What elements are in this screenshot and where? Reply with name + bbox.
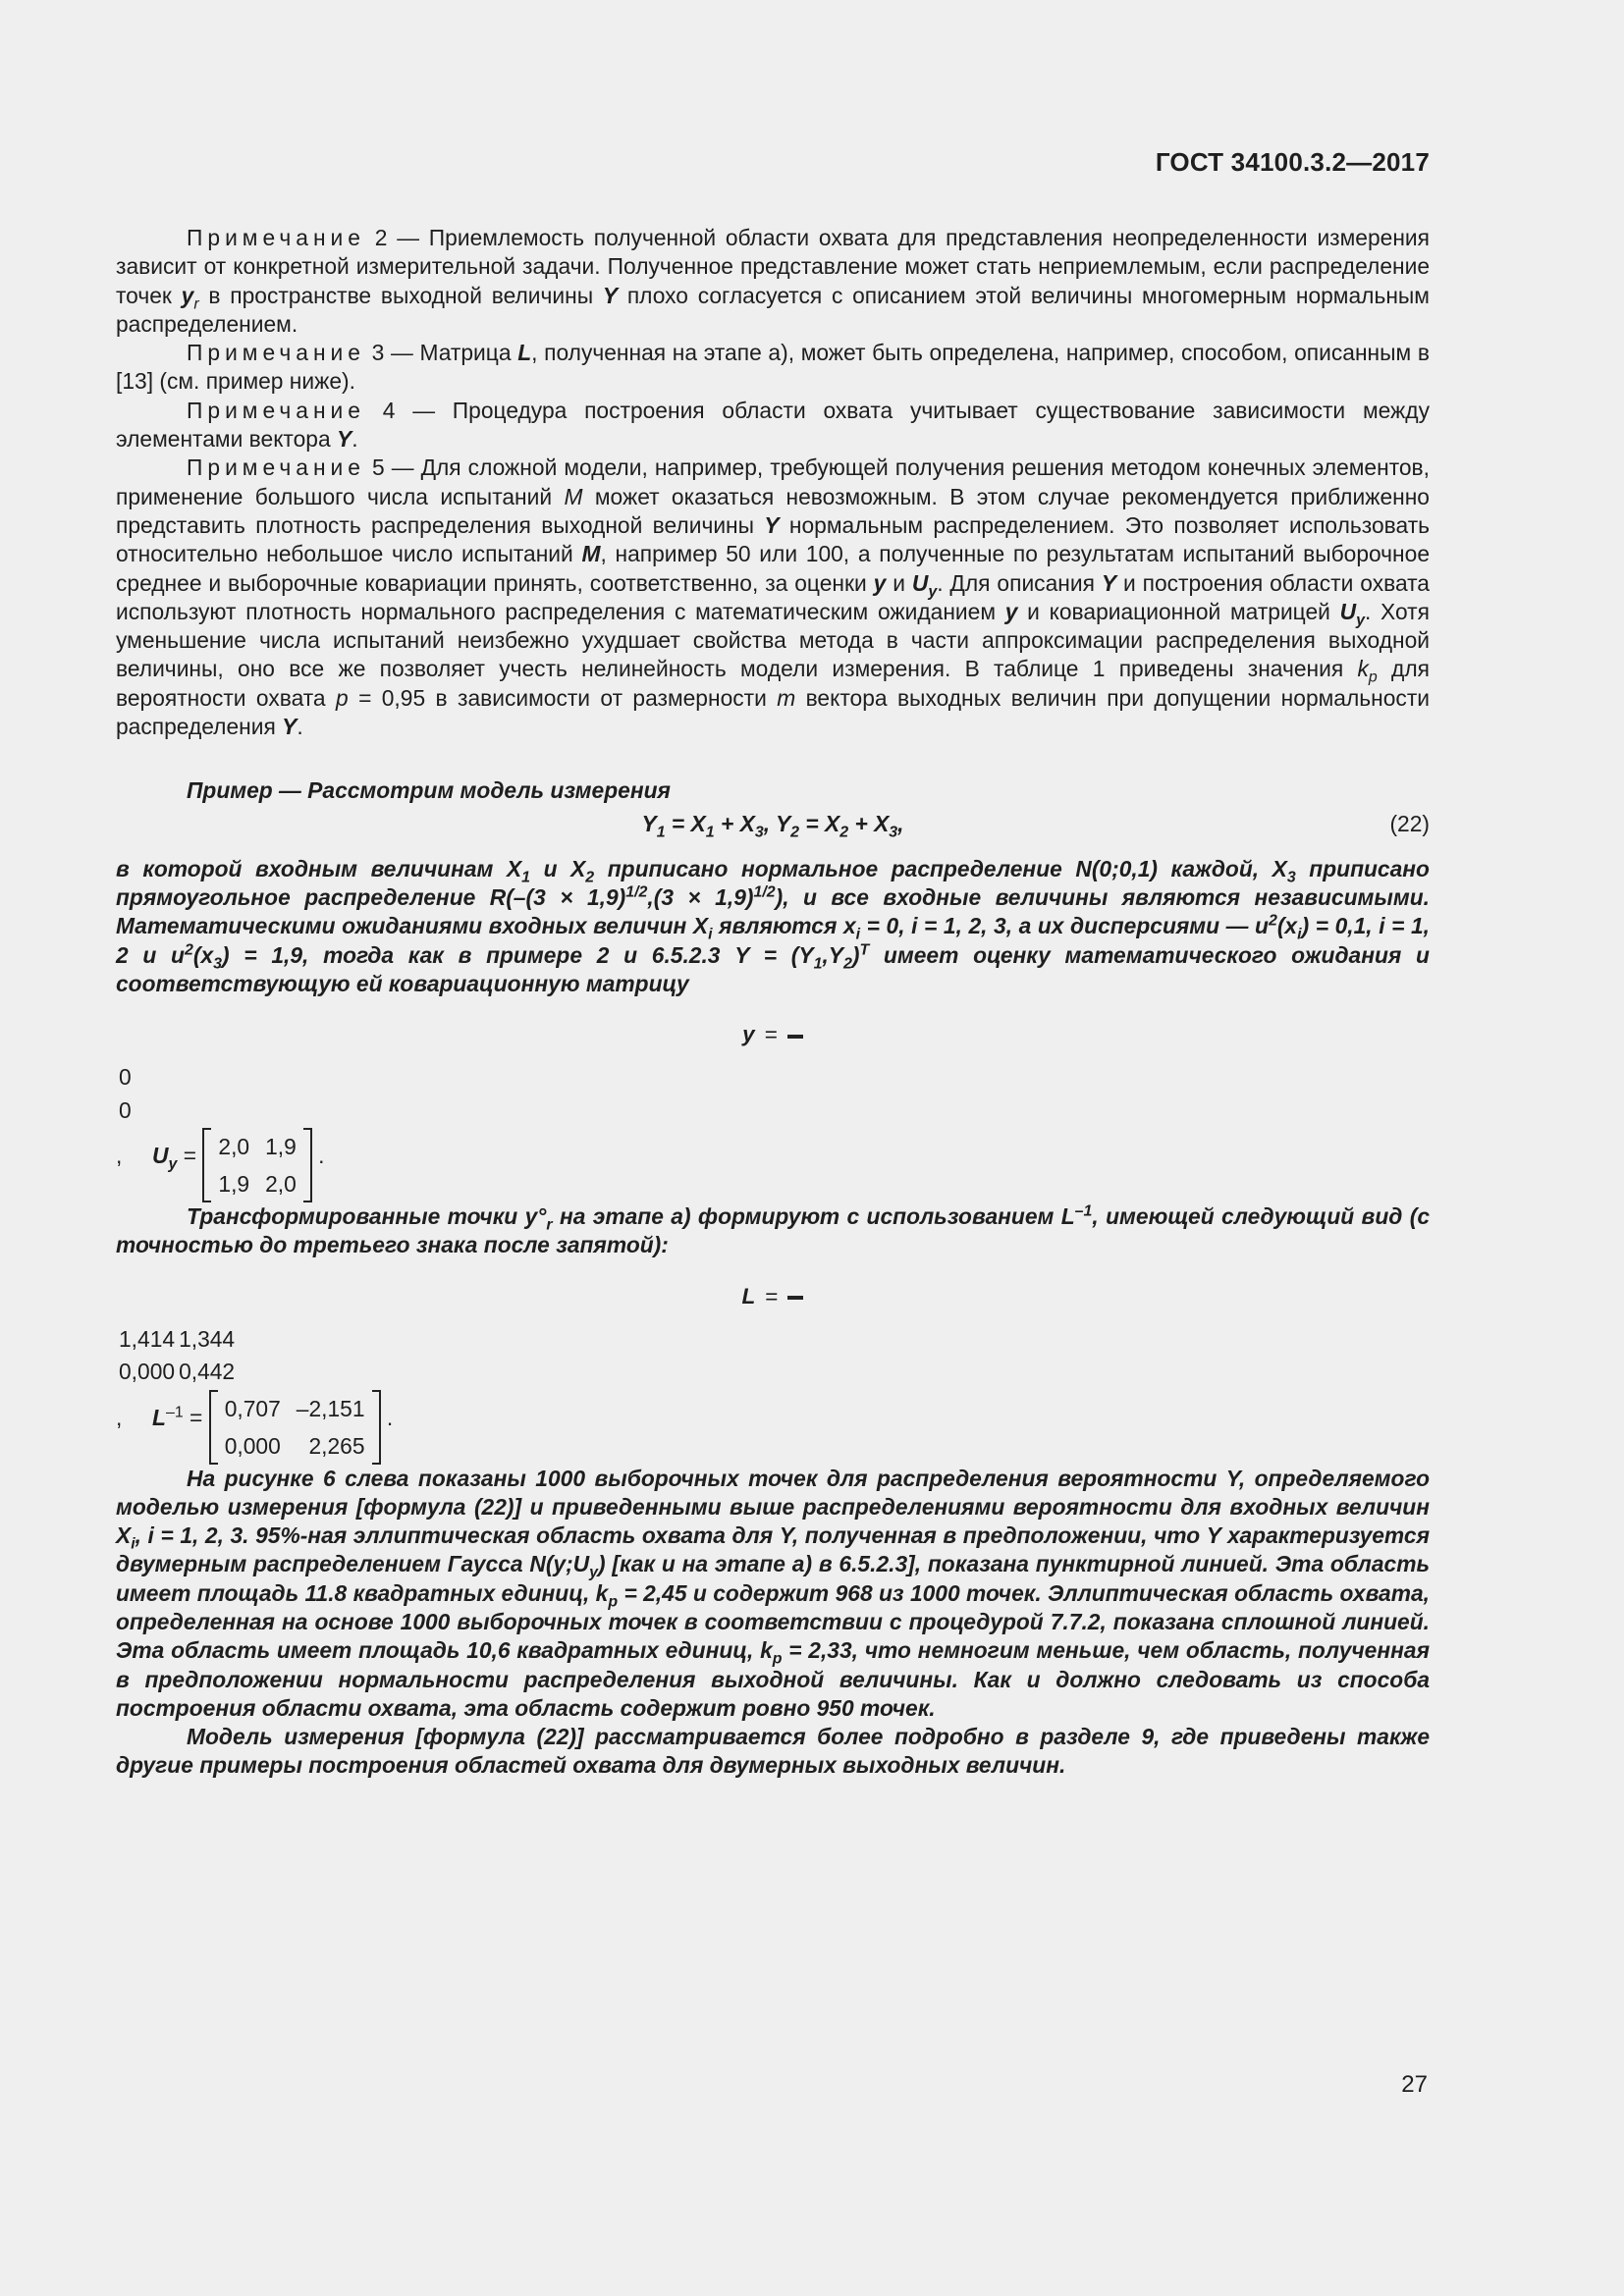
example-paragraph-4: Модель измерения [формула (22)] рассматривается более подробно в разделе 9, где приведены также другие примеры построения областей охвата для двумерных выходных величин. [116,1724,1430,1779]
body-text: Примечание 2 — Приемлемость полученной области охвата для представления неопределенности измерения зависит от конкретной измерительной задачи. Полученное представление может стать неприемлемым, если распределение точек $y_r$ в пространстве выходной величины Y плохо согласуется с описанием этой величины многомерным нормальным распределением. Примечание 3 — Матрица L, полученная на этапе а), может быть определена, например, способом, описанным в [13] (см. пример ниже). Примечание 4 — Процедура построения области охвата учитывает существование зависимости между элементами вектора Y. Примечание 5 — Для сложной модели, например, требующей получения решения методом конечных элементов, применение большого числа испытаний M может оказаться невозможным. В этом случае рекомендуется приближенно представить плотность распределения выходной величины Y нормальным распределением. Это позволяет использовать относительно небольшое число испытаний M, например 50 или 100, а полученные по результатам испытаний выборочное среднее и выборочные ковариации принять, соответственно, за оценки y и $U_y$. Для описания Y и построения области охвата используют плотность нормального распределения с математическим ожиданием y и ковариационной матрицей $U_y$. Хотя уменьшение числа испытаний неизбежно ухудшает свойства метода в части аппроксимации распределения выходной величины, оно все же позволяет учесть нелинейность модели измерения. В таблице 1 приведены значения $k_p$ для вероятности охвата p = 0,95 в зависимости от размерности m вектора выходных величин при допущении нормальности распределения Y. Пример — Рассмотрим модель измерения $Y_1 = X_1 + X_3$, $Y_2 = X_2 + X_3$, (22) в которой входным величинам $X_1$ и $X_2$ приписано нормальное распределение N(0;0,1) каждой, $X_3$ приписано прямоугольное распределение $R(-(3 \times 1,9)^{1/2},(3 \times 1,9)^{1/2})$, и все входные величины являются независимыми. Математическими ожиданиями входных величин $X_i$ являются $x_i = 0$, i = 1, 2, 3, а их дисперсиями — $u^2(x_i) = 0,1$, i = 1, 2 и $u^2(x_3) = 1,9$, тогда как в примере 2 и 6.5.2.3 $Y = (Y_1,Y_2)^T$ имеет оценку математического ожидания и соответствующую ей ковариационную матрицу y = 0 0 , $U_y$ = 2,0 1,9 1,9 2,0 . Трансформированные точки $y^\circ_r$ на этапе а) формируют с использованием $L^{-1}$, имеющей следующий вид (с точностью до третьего знака после запятой): L = 1,414 1,344 0,000 0,442 , $L^{-1}$ = 0,707 –2,151 0,000 2,265 . На рисунке 6 слева показаны 1000 выборочных точек для распределения вероятности Y, определяемого моделью измерения [формула (22)] и приведенными выше распределениями вероятности для входных величин $X_i$, i = 1, 2, 3. 95%-ная эллиптическая область охвата для Y, полученная в предположении, что Y характеризуется двумерным распределением Гаусса $N(y;U_y)$ [как и на этапе а) в 6.5.2.3], показана пунктирной линией. Эта область имеет площадь 11.8 квадратных единиц, $k_p = 2,45$ и содержит 968 из 1000 точек. Эллиптическая область охвата, определенная на основе 1000 выборочных точек в соответствии с процедурой 7.7.2, показана сплошной линией. Эта область имеет площадь 10,6 квадратных единиц, $k_p = 2,33$, что немногим меньше, чем область, полученная в предположении нормальности распределения выходной величины. Как и должно следовать из способа построения области охвата, эта область содержит ровно 950 точек. Модель измерения [формула (22)] рассматривается более подробно в разделе 9, где приведены также другие примеры построения областей охвата для двумерных выходных величин. [116,224,1430,1781]
formula-22-expression: $Y_1 = X_1 + X_3$, $Y_2 = X_2 + X_3$, [641,810,904,841]
example-paragraph-3: На рисунке 6 слева показаны 1000 выборочных точек для распределения вероятности Y, определяемого моделью измерения [формула (22)] и приведенными выше распределениями вероятности для входных величин $X_i$, i = 1, 2, 3. 95%-ная эллиптическая область охвата для Y, полученная в предположении, что Y характеризуется двумерным распределением Гаусса $N(y;U_y)$ [как и на этапе а) в 6.5.2.3], показана пунктирной линией. Эта область имеет площадь 11.8 квадратных единиц, $k_p = 2,45$ и содержит 968 из 1000 точек. Эллиптическая область охвата, определенная на основе 1000 выборочных точек в соответствии с процедурой 7.7.2, показана сплошной линией. Эта область имеет площадь 10,6 квадратных единиц, $k_p = 2,33$, что немногим меньше, чем область, полученная в предположении нормальности распределения выходной величины. Как и должно следовать из способа построения области охвата, эта область содержит ровно 950 точек. [116,1465,1431,1721]
l-label: L [741,1283,756,1308]
y-label: y [742,1022,755,1047]
l-cell: 1,414 [119,1325,176,1352]
page-number: 27 [1401,2071,1428,2098]
note-5: Примечание 5 — Для сложной модели, например, требующей получения решения методом конечных элементов, применение большого числа испытаний M может оказаться невозможным. В этом случае рекомендуется приближенно представить плотность распределения выходной величины Y нормальным распределением. Это позволяет использовать относительно небольшое число испытаний M, например 50 или 100, а полученные по результатам испытаний выборочное среднее и выборочные ковариации принять, соответственно, за оценки y и $U_y$. Для описания Y и построения области охвата используют плотность нормального распределения с математическим ожиданием y и ковариационной матрицей $U_y$. Хотя уменьшение числа испытаний неизбежно ухудшает свойства метода в части аппроксимации распределения выходной величины, оно все же позволяет учесть нелинейность модели измерения. В таблице 1 приведены значения $k_p$ для вероятности охвата p = 0,95 в зависимости от размерности m вектора выходных величин при допущении нормальности распределения Y. [116,454,1431,740]
linv-cell: 0,000 [224,1432,281,1459]
note-4: Примечание 4 — Процедура построения области охвата учитывает существование зависимости между элементами вектора Y. [116,397,1430,453]
example-heading: Пример — Рассмотрим модель измерения [187,777,671,804]
linv-label: $L^{-1}$ [152,1403,184,1430]
example-paragraph-1: в которой входным величинам $X_1$ и $X_2$ приписано нормальное распределение N(0;0,1) каждой, $X_3$ приписано прямоугольное распределение $R(-(3 \times 1,9)^{1/2},(3 \times 1,9)^{1/2})$, и все входные величины являются независимыми. Математическими ожиданиями входных величин $X_i$ являются $x_i = 0$, i = 1, 2, 3, а их дисперсиями — $u^2(x_i) = 0,1$, i = 1, 2 и $u^2(x_3) = 1,9$, тогда как в примере 2 и 6.5.2.3 $Y = (Y_1,Y_2)^T$ имеет оценку математического ожидания и соответствующую ей ковариационную матрицу [116,855,1430,996]
linv-matrix [209,1390,381,1465]
l-cell: 1,344 [179,1325,236,1352]
equation-number: (22) [1389,810,1430,836]
uy-matrix [202,1128,311,1202]
linv-cell: –2,151 [296,1395,365,1421]
note-2: Примечание 2 — Приемлемость полученной области охвата для представления неопределенности измерения зависит от конкретной измерительной задачи. Полученное представление может стать неприемлемым, если распределение точек $y_r$ в пространстве выходной величины Y плохо согласуется с описанием этой величины многомерным нормальным распределением. [116,225,1431,337]
matrix-y-uy: y = [116,1020,1430,1048]
uy-cell: 1,9 [218,1171,250,1198]
y-cell: 0 [119,1096,132,1123]
y-cell: 0 [119,1064,132,1091]
uy-cell: 2,0 [265,1171,297,1198]
uy-cell: 2,0 [218,1134,250,1160]
standard-designation: ГОСТ 34100.3.2—2017 [1155,147,1430,177]
uy-cell: 1,9 [265,1134,297,1160]
matrix-l-linv: L = [116,1282,1430,1310]
formula-22 [116,810,1430,849]
uy-label: $U_y$ [152,1143,178,1173]
l-cell: 0,442 [179,1359,236,1385]
linv-cell: 0,707 [224,1395,281,1421]
linv-cell: 2,265 [308,1432,365,1459]
example-paragraph-2: Трансформированные точки $y^\circ_r$ на этапе а) формируют с использованием $L^{-1}$, имеющей следующий вид (с точностью до третьего знака после запятой): [116,1202,1430,1258]
l-cell: 0,000 [119,1359,176,1385]
note-3: Примечание 3 — Матрица L, полученная на этапе а), может быть определена, например, способом, описанным в [13] (см. пример ниже). [116,340,1430,395]
